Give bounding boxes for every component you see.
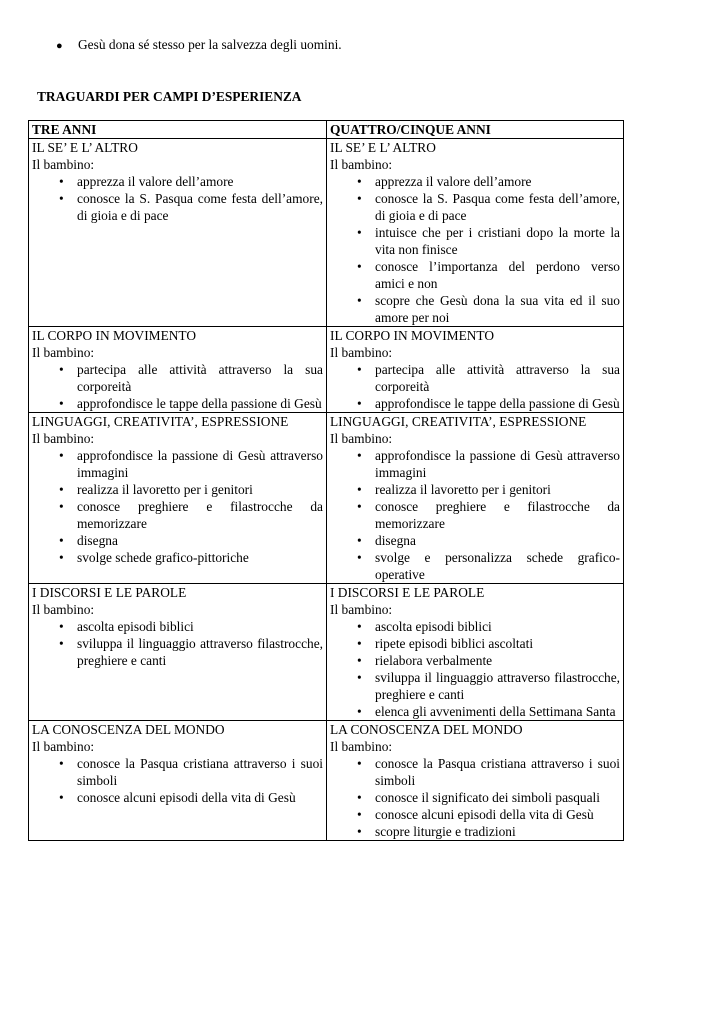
list-item: • realizza il lavoretto per i genitori [330,481,620,498]
list-item: • svolge schede grafico-pittoriche [32,549,323,566]
list-item: • approfondisce le tappe della passione di Gesù [32,395,323,412]
table-header-row [29,121,624,139]
field-intro: Il bambino: [32,157,95,172]
list-item: • elenca gli avvenimenti della Settimana Santa [330,703,620,720]
field-title: I DISCORSI E LE PAROLE [330,585,485,600]
list-item: • intuisce che per i cristiani dopo la morte la vita non finisce [330,224,620,258]
list-item: • ripete episodi biblici ascoltati [330,635,620,652]
field-intro: Il bambino: [32,602,95,617]
list-item: • ascolta episodi biblici [32,618,323,635]
list-item: • realizza il lavoretto per i genitori [32,481,323,498]
cell-four-five-years [327,584,624,721]
field-title: LA CONOSCENZA DEL MONDO [330,722,523,737]
field-title: IL CORPO IN MOVIMENTO [330,328,495,343]
list-item: • apprezza il valore dell’amore [330,173,620,190]
list-item: • ascolta episodi biblici [330,618,620,635]
list-item: • conosce la S. Pasqua come festa dell’amore, di gioia e di pace [330,190,620,224]
field-intro: Il bambino: [32,431,95,446]
field-title: I DISCORSI E LE PAROLE [32,585,187,600]
list-item: • conosce alcuni episodi della vita di Gesù [330,806,620,823]
cell-four-five-years [327,721,624,841]
goals-table [28,120,624,841]
bullet-icon: ● [56,40,63,52]
field-intro: Il bambino: [330,345,393,360]
list-item: • disegna [32,532,323,549]
field-intro: Il bambino: [330,602,393,617]
field-intro: Il bambino: [330,739,393,754]
list-item: • approfondisce la passione di Gesù attraverso immagini [32,447,323,481]
list-item: • approfondisce le tappe della passione di Gesù [330,395,620,412]
list-item: • sviluppa il linguaggio attraverso filastrocche, preghiere e canti [330,669,620,703]
field-intro: Il bambino: [32,345,95,360]
list-item: • sviluppa il linguaggio attraverso filastrocche, preghiere e canti [32,635,323,669]
field-title: LA CONOSCENZA DEL MONDO [32,722,225,737]
list-item: • conosce l’importanza del perdono verso amici e non [330,258,620,292]
goal-list [32,755,323,806]
field-title: IL SE’ E L’ ALTRO [32,140,138,155]
goal-list [330,447,620,583]
table-row [29,584,624,721]
intro-bullet-text: Gesù dona sé stesso per la salvezza degli uomini. [78,37,342,52]
goal-list [330,173,620,326]
header-three-years: TRE ANNI [29,121,327,139]
list-item: • disegna [330,532,620,549]
list-item: • approfondisce la passione di Gesù attraverso immagini [330,447,620,481]
list-item: • apprezza il valore dell’amore [32,173,323,190]
list-item: • conosce la S. Pasqua come festa dell’amore, di gioia e di pace [32,190,323,224]
list-item: • conosce il significato dei simboli pasquali [330,789,620,806]
section-heading: TRAGUARDI PER CAMPI D’ESPERIENZA [37,89,302,104]
header-four-five-years: QUATTRO/CINQUE ANNI [327,121,624,139]
table-row [29,327,624,413]
field-intro: Il bambino: [32,739,95,754]
list-item: • svolge e personalizza schede grafico-operative [330,549,620,583]
list-item: • conosce preghiere e filastrocche da memorizzare [32,498,323,532]
table-row [29,721,624,841]
goal-list [330,755,620,840]
field-title: IL SE’ E L’ ALTRO [330,140,436,155]
goal-list [330,361,620,412]
field-title: LINGUAGGI, CREATIVITA’, ESPRESSIONE [32,414,289,429]
goal-list [32,447,323,566]
goal-list [32,361,323,412]
list-item: • conosce la Pasqua cristiana attraverso i suoi simboli [330,755,620,789]
cell-three-years [29,139,327,327]
cell-three-years [29,413,327,584]
goal-list [32,173,323,224]
field-intro: Il bambino: [330,431,393,446]
field-intro: Il bambino: [330,157,393,172]
cell-three-years [29,721,327,841]
field-title: IL CORPO IN MOVIMENTO [32,328,197,343]
goal-list [32,618,323,669]
cell-three-years [29,584,327,721]
table-row [29,139,624,327]
list-item: • conosce preghiere e filastrocche da memorizzare [330,498,620,532]
field-title: LINGUAGGI, CREATIVITA’, ESPRESSIONE [330,414,587,429]
list-item: • rielabora verbalmente [330,652,620,669]
list-item: • scopre liturgie e tradizioni [330,823,620,840]
cell-four-five-years [327,327,624,413]
list-item: • conosce la Pasqua cristiana attraverso i suoi simboli [32,755,323,789]
list-item: • partecipa alle attività attraverso la sua corporeità [32,361,323,395]
cell-four-five-years [327,139,624,327]
intro-bullet [56,36,342,55]
goal-list [330,618,620,720]
cell-three-years [29,327,327,413]
list-item: • conosce alcuni episodi della vita di Gesù [32,789,323,806]
table-row [29,413,624,584]
cell-four-five-years [327,413,624,584]
list-item: • partecipa alle attività attraverso la sua corporeità [330,361,620,395]
list-item: • scopre che Gesù dona la sua vita ed il suo amore per noi [330,292,620,326]
